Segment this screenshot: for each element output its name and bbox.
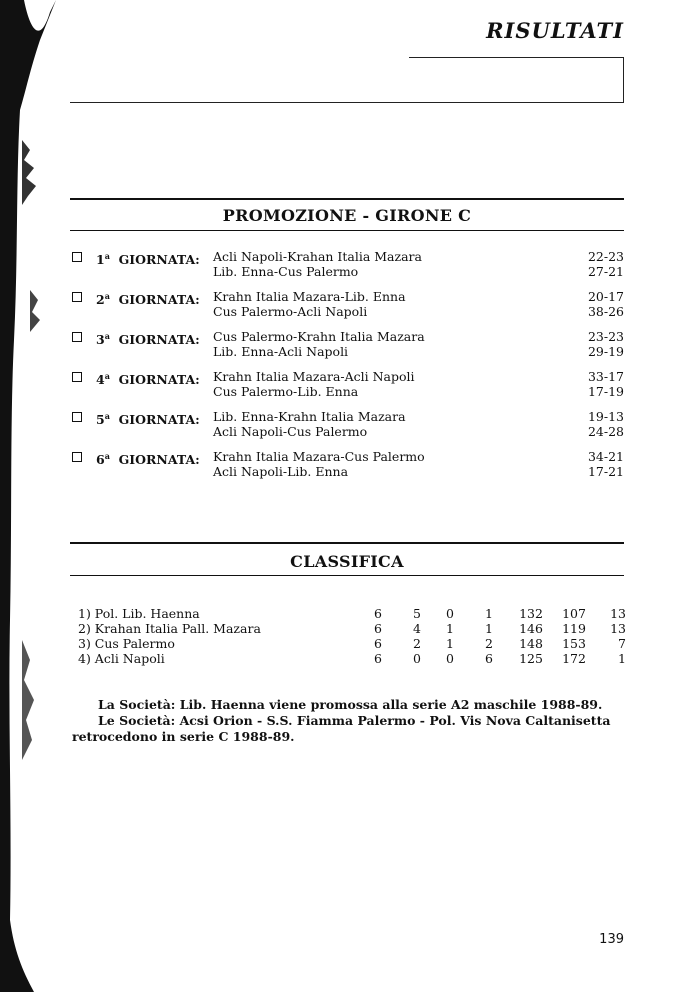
standings-value: 13 [610, 606, 626, 621]
promotion-note: La Società: Lib. Haenna viene promossa alla serie A2 maschile 1988-89. [98, 697, 603, 712]
team-name: 1) Pol. Lib. Haenna [78, 606, 200, 621]
binding-edge-shadow [0, 0, 58, 992]
standings-value: 0 [446, 651, 454, 666]
standings-row [78, 606, 626, 621]
round-matches [213, 329, 425, 359]
checkbox-square-icon [72, 292, 82, 302]
round-label-text: GIORNATA: [109, 292, 200, 307]
round-matches [213, 289, 406, 319]
standings-value: 107 [562, 606, 586, 621]
round-ordinal: a [104, 371, 110, 381]
match-pairing: Acli Napoli-Lib. Enna [213, 464, 349, 479]
round-row [70, 249, 624, 283]
standings-value: 132 [519, 606, 543, 621]
standings-value: 13 [610, 621, 626, 636]
team-name: 4) Acli Napoli [78, 651, 165, 666]
page-header-title: RISULTATI [486, 18, 624, 43]
page-number: 139 [599, 932, 624, 947]
match-score: 17-21 [587, 464, 624, 479]
match-pairing: Cus Palermo-Acli Napoli [213, 304, 368, 319]
standings-value: 1 [485, 621, 493, 636]
standings-value: 1 [446, 621, 454, 636]
match-pairing: Cus Palermo-Krahn Italia Mazara [213, 329, 425, 344]
checkbox-square-icon [72, 452, 82, 462]
match-pairing: Acli Napoli-Krahan Italia Mazara [213, 249, 422, 264]
standings-value: 0 [446, 606, 454, 621]
standings-row [78, 636, 626, 651]
checkbox-square-icon [72, 252, 82, 262]
round-ordinal: a [104, 291, 110, 301]
round-ordinal: a [104, 251, 110, 261]
match-pairing: Cus Palermo-Lib. Enna [213, 384, 359, 399]
round-row [70, 369, 624, 403]
classifica-title: CLASSIFICA [290, 552, 404, 571]
round-ordinal: a [104, 331, 110, 341]
standings-value: 0 [413, 651, 421, 666]
round-label-text: GIORNATA: [109, 332, 200, 347]
round-number: 6 [96, 452, 105, 467]
standings-value: 4 [413, 621, 421, 636]
checkbox-square-icon [72, 332, 82, 342]
standings-row [78, 651, 626, 666]
round-label [96, 289, 200, 307]
standings-value: 172 [562, 651, 586, 666]
round-label-text: GIORNATA: [109, 452, 200, 467]
round-matches [213, 409, 406, 439]
round-number: 1 [96, 252, 105, 267]
round-ordinal: a [104, 451, 110, 461]
round-matches [213, 449, 425, 479]
match-score: 24-28 [587, 424, 624, 439]
match-score: 33-17 [587, 369, 624, 384]
round-number: 2 [96, 292, 105, 307]
standings-value: 153 [562, 636, 586, 651]
match-score: 20-17 [587, 289, 624, 304]
team-name: 2) Krahan Italia Pall. Mazara [78, 621, 261, 636]
round-label [96, 409, 200, 427]
round-scores [588, 409, 624, 439]
round-number: 3 [96, 332, 105, 347]
standings-value: 6 [485, 651, 493, 666]
round-scores [588, 289, 624, 319]
standings-value: 125 [519, 651, 543, 666]
match-pairing: Lib. Enna-Cus Palermo [213, 264, 359, 279]
round-scores [588, 369, 624, 399]
standings-value: 1 [485, 606, 493, 621]
round-row [70, 329, 624, 363]
round-label [96, 369, 200, 387]
round-label [96, 449, 200, 467]
match-pairing: Lib. Enna-Krahn Italia Mazara [213, 409, 406, 424]
round-ordinal: a [104, 411, 110, 421]
match-score: 34-21 [587, 449, 624, 464]
section-bottom-rule [70, 230, 624, 231]
team-name: 3) Cus Palermo [78, 636, 175, 651]
standings-value: 2 [485, 636, 493, 651]
match-score: 27-21 [587, 264, 624, 279]
round-label-text: GIORNATA: [109, 372, 200, 387]
match-pairing: Krahn Italia Mazara-Cus Palermo [213, 449, 425, 464]
match-score: 17-19 [587, 384, 624, 399]
standings-row [78, 621, 626, 636]
section-top-rule [70, 198, 624, 200]
round-label-text: GIORNATA: [109, 412, 200, 427]
header-frame [409, 57, 624, 103]
standings-value: 146 [519, 621, 543, 636]
match-pairing: Krahn Italia Mazara-Lib. Enna [213, 289, 406, 304]
standings-value: 6 [374, 606, 382, 621]
round-row [70, 409, 624, 443]
match-pairing: Lib. Enna-Acli Napoli [213, 344, 349, 359]
header-rule [70, 102, 624, 103]
match-score: 22-23 [587, 249, 624, 264]
match-pairing: Krahn Italia Mazara-Acli Napoli [213, 369, 415, 384]
round-scores [588, 449, 624, 479]
standings-value: 1 [446, 636, 454, 651]
round-row [70, 449, 624, 483]
standings-value: 119 [562, 621, 586, 636]
match-score: 23-23 [587, 329, 624, 344]
standings-value: 2 [413, 636, 421, 651]
standings-value: 6 [374, 621, 382, 636]
standings-value: 1 [618, 651, 626, 666]
classifica-bottom-rule [70, 575, 624, 576]
round-scores [588, 329, 624, 359]
standings-table [78, 606, 626, 666]
round-label [96, 329, 200, 347]
round-scores [588, 249, 624, 279]
relegation-note: Le Società: Acsi Orion - S.S. Fiamma Palermo - Pol. Vis Nova Caltanisetta retrocedono in serie C 1988-89. [72, 713, 611, 744]
standings-value: 6 [374, 651, 382, 666]
round-matches [213, 249, 422, 279]
match-score: 19-13 [587, 409, 624, 424]
standings-value: 5 [413, 606, 421, 621]
round-number: 4 [96, 372, 105, 387]
checkbox-square-icon [72, 412, 82, 422]
round-number: 5 [96, 412, 105, 427]
standings-value: 6 [374, 636, 382, 651]
round-row [70, 289, 624, 323]
round-label [96, 249, 200, 267]
classifica-top-rule [70, 542, 624, 544]
checkbox-square-icon [72, 372, 82, 382]
match-score: 29-19 [587, 344, 624, 359]
match-score: 38-26 [587, 304, 624, 319]
standings-value: 148 [519, 636, 543, 651]
notes [72, 697, 628, 745]
match-pairing: Acli Napoli-Cus Palermo [213, 424, 368, 439]
round-matches [213, 369, 415, 399]
round-label-text: GIORNATA: [109, 252, 200, 267]
standings-value: 7 [618, 636, 626, 651]
promozione-title: PROMOZIONE - GIRONE C [222, 206, 472, 225]
